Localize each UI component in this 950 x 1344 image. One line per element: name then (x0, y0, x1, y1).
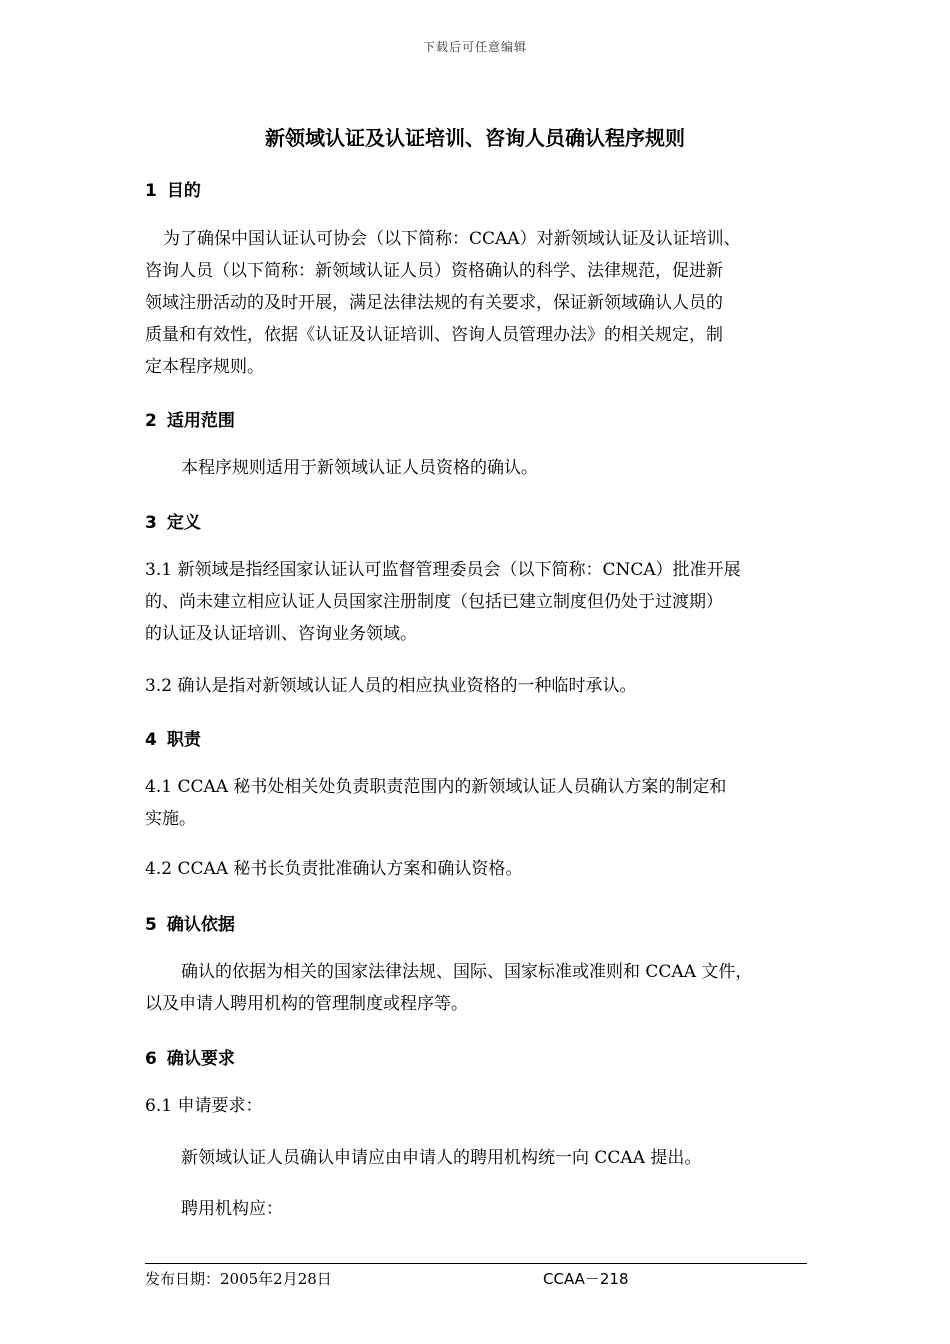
section-number: 5 (145, 915, 157, 935)
paragraph-line: 聘用机构应： (181, 1199, 283, 1219)
paragraph-line: 领域注册活动的及时开展，满足法律法规的有关要求，保证新领域确认人员的 (145, 293, 723, 313)
paragraph-line: 的认证及认证培训、咨询业务领域。 (145, 624, 417, 644)
clause-6-1-employer (145, 1193, 815, 1225)
paragraph-line: 4.1 CCAA 秘书处相关处负责职责范围内的新领域认证人员确认方案的制定和 (145, 777, 727, 797)
paragraph-line: 3.1 新领域是指经国家认证认可监督管理委员会（以下简称：CNCA）批准开展 (145, 560, 741, 580)
section-heading-6 (145, 1044, 235, 1069)
section-title: 适用范围 (166, 411, 235, 431)
clause-6-1 (145, 1090, 815, 1122)
section-title: 确认要求 (166, 1049, 235, 1069)
section-heading-2 (145, 406, 235, 431)
clause-4-2 (145, 853, 815, 885)
section-2-paragraph (145, 452, 815, 484)
section-1-paragraph (145, 223, 815, 383)
section-number: 1 (145, 181, 157, 201)
section-number: 6 (145, 1049, 157, 1069)
paragraph-line: 新领域认证人员确认申请应由申请人的聘用机构统一向 CCAA 提出。 (181, 1148, 702, 1168)
section-title: 职责 (166, 730, 201, 750)
paragraph-line: 以及申请人聘用机构的管理制度或程序等。 (145, 994, 468, 1014)
section-title: 确认依据 (166, 915, 235, 935)
paragraph-line: 咨询人员（以下简称：新领域认证人员）资格确认的科学、法律规范，促进新 (145, 261, 723, 281)
header-note: 下载后可任意编辑 (422, 40, 527, 54)
paragraph-line: 确认的依据为相关的国家法律法规、国际、国家标准或准则和 CCAA 文件， (181, 962, 753, 982)
section-heading-5 (145, 910, 235, 935)
paragraph-line: 定本程序规则。 (145, 357, 264, 377)
section-number: 3 (145, 513, 157, 533)
section-number: 4 (145, 730, 157, 750)
section-heading-3 (145, 508, 201, 533)
section-heading-4 (145, 725, 201, 750)
section-heading-1 (145, 176, 201, 201)
paragraph-line: 4.2 CCAA 秘书长负责批准确认方案和确认资格。 (145, 859, 523, 879)
section-number: 2 (145, 411, 157, 431)
clause-6-1-text (145, 1142, 815, 1174)
paragraph-line: 的、尚未建立相应认证人员国家注册制度（包括已建立制度但仍处于过渡期） (145, 592, 723, 612)
section-title: 目的 (166, 181, 201, 201)
document-title: 新领域认证及认证培训、咨询人员确认程序规则 (265, 126, 685, 150)
paragraph-line: 3.2 确认是指对新领域认证人员的相应执业资格的一种临时承认。 (145, 676, 637, 696)
paragraph-line: 实施。 (145, 809, 196, 829)
footer-document-code: CCAA－218 (543, 1270, 629, 1288)
section-5-paragraph (145, 956, 815, 1020)
paragraph-line: 本程序规则适用于新领域认证人员资格的确认。 (181, 458, 538, 478)
paragraph-line: 为了确保中国认证认可协会（以下简称：CCAA）对新领域认证及认证培训、 (163, 229, 741, 249)
paragraph-line: 质量和有效性，依据《认证及认证培训、咨询人员管理办法》的相关规定，制 (145, 325, 723, 345)
clause-3-1 (145, 554, 815, 650)
section-title: 定义 (166, 513, 201, 533)
clause-3-2 (145, 670, 815, 702)
paragraph-line: 6.1 申请要求： (145, 1096, 263, 1116)
clause-4-1 (145, 771, 815, 835)
footer-publish-date: 发布日期：2005年2月28日 (145, 1270, 332, 1288)
footer-divider (145, 1263, 807, 1264)
